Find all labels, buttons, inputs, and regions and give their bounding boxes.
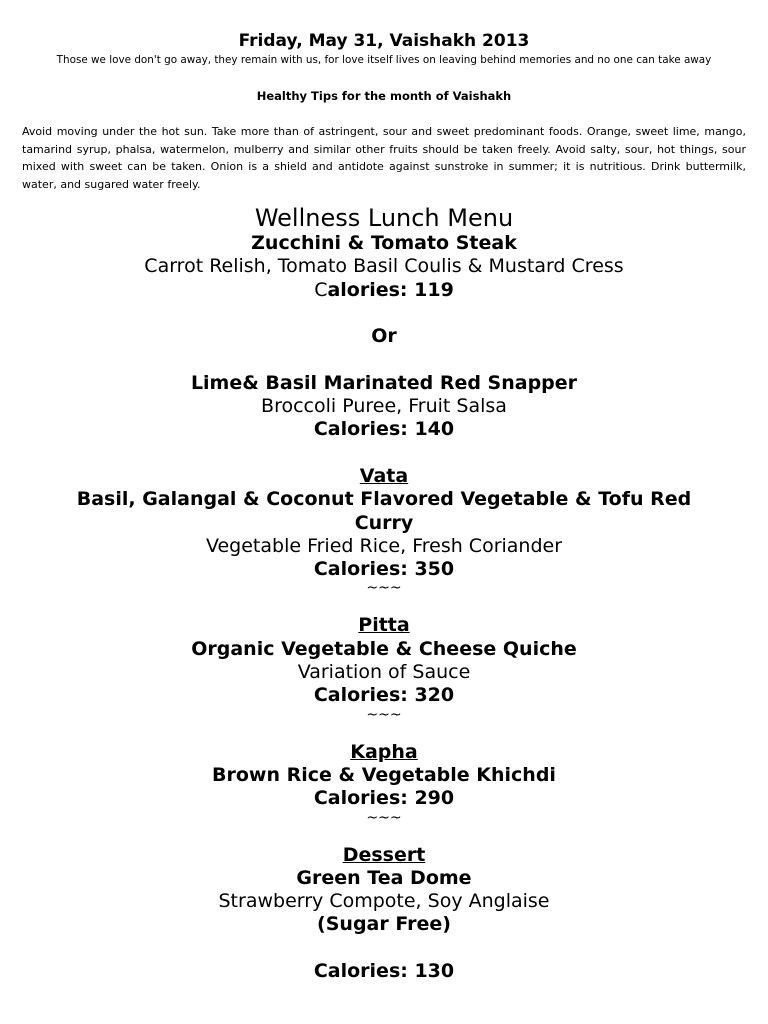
vata-heading: Vata <box>359 464 409 487</box>
pitta-dish: Organic Vegetable & Cheese Quiche <box>191 637 577 660</box>
pitta-heading: Pitta <box>358 614 410 637</box>
kapha-separator: ~~~ <box>366 810 402 825</box>
kapha-dish: Brown Rice & Vegetable Khichdi <box>212 763 556 786</box>
lunch-menu <box>22 204 746 983</box>
dessert-heading: Dessert <box>342 843 426 866</box>
dessert-calories: Calories: 130 <box>313 960 455 983</box>
pitta-sides: Variation of Sauce <box>297 661 471 684</box>
kapha-calories: Calories: 290 <box>313 787 455 810</box>
option1-calories-rest: alories: 119 <box>327 278 454 301</box>
tips-body: Avoid moving under the hot sun. Take more than of astringent, sour and sweet predominant foods. Orange, sweet lime, mango, tamarind syrup, phalsa, watermelon, mulberry and similar other fruits should be taken freely. Avoid salty, sour, hot things, sour mixed with sweet can be taken. Onion is a shield and antidote against sunstroke in summer; it is nutritious. Drink buttermilk, water, and sugared water freely. <box>22 125 746 191</box>
vata-sides: Vegetable Fried Rice, Fresh Coriander <box>205 534 563 557</box>
pitta-separator: ~~~ <box>366 707 402 722</box>
vata-dish-line2: Curry <box>354 511 414 534</box>
or-separator: Or <box>371 325 397 348</box>
vata-separator: ~~~ <box>366 581 402 596</box>
tips-heading: Healthy Tips for the month of Vaishakh <box>256 89 512 103</box>
option1-sides: Carrot Relish, Tomato Basil Coulis & Mustard Cress <box>144 255 624 278</box>
quote-text: Those we love don't go away, they remain with us, for love itself lives on leaving behind memories and no one can take away <box>56 54 712 66</box>
vata-calories: Calories: 350 <box>313 558 455 581</box>
dessert-dish: Green Tea Dome <box>296 866 472 889</box>
option2-dish: Lime& Basil Marinated Red Snapper <box>190 371 578 394</box>
option2-sides: Broccoli Puree, Fruit Salsa <box>261 395 507 418</box>
dessert-sides: Strawberry Compote, Soy Anglaise <box>218 890 550 913</box>
option1-calories-initial: C <box>314 278 328 301</box>
option1-calories <box>22 279 746 302</box>
option1-dish: Zucchini & Tomato Steak <box>251 232 517 254</box>
option2-calories: Calories: 140 <box>313 418 455 441</box>
dessert-note: (Sugar Free) <box>317 913 451 936</box>
vata-dish-line1: Basil, Galangal & Coconut Flavored Vegetable & Tofu Red <box>76 488 692 511</box>
pitta-calories: Calories: 320 <box>313 684 455 707</box>
kapha-heading: Kapha <box>350 740 418 763</box>
date-heading: Friday, May 31, Vaishakh 2013 <box>238 31 530 51</box>
menu-title: Wellness Lunch Menu <box>254 204 514 232</box>
